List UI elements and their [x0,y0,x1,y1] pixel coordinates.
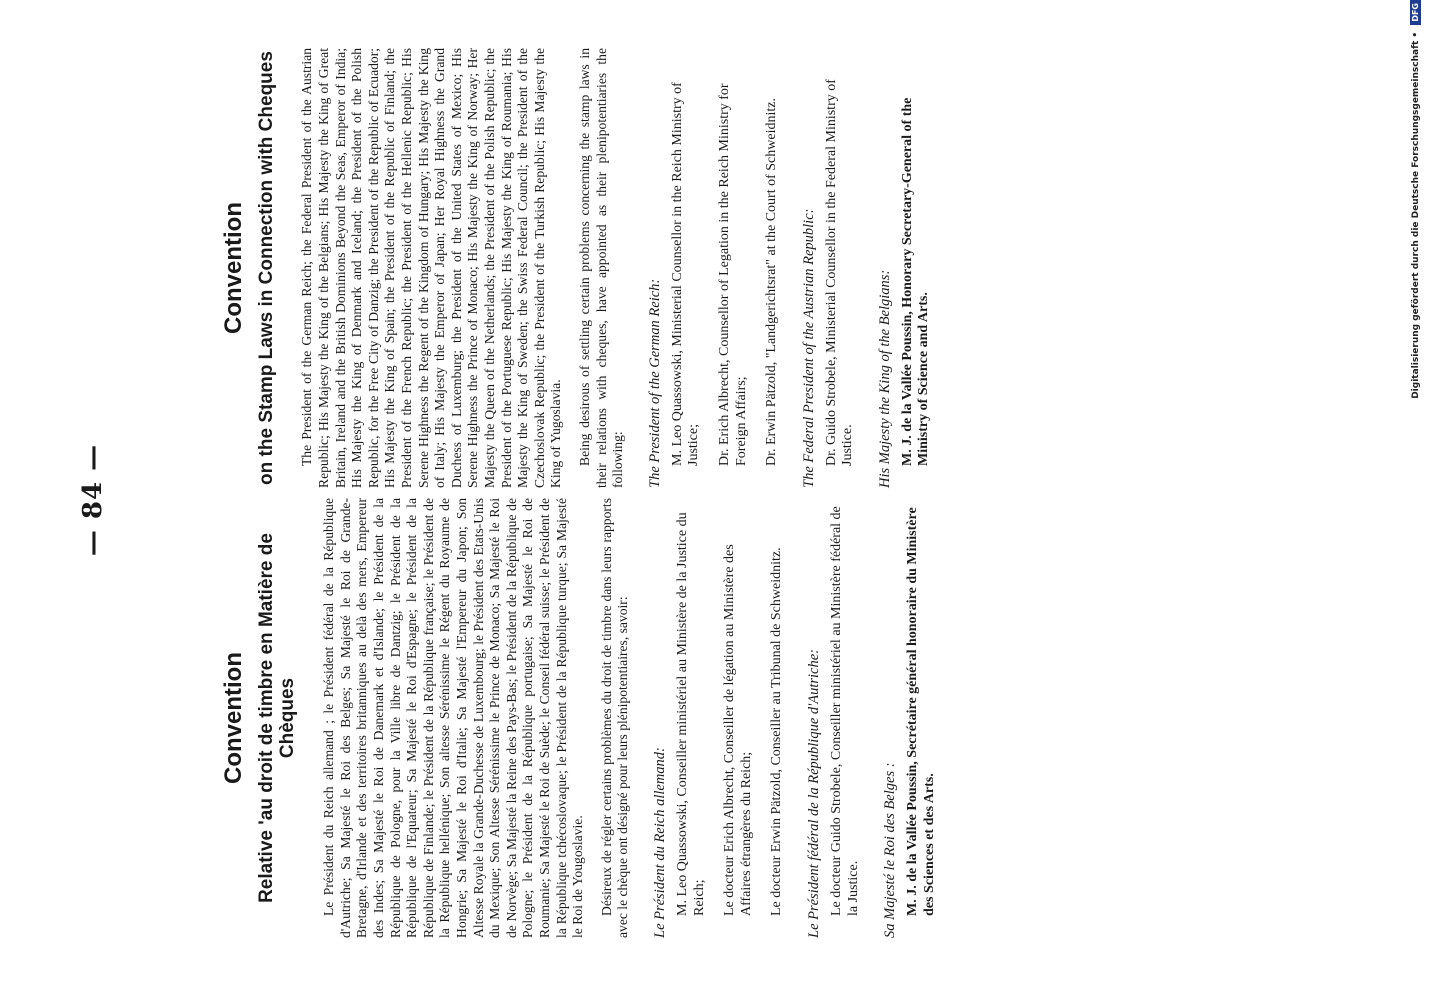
english-delegate-2: Dr. Erich Albrecht, Counsellor of Legation in the Reich Ministry for Foreign Affairs; [716,83,749,466]
english-delegate-5: M. J. de la Vallée Poussin, Honorary Secretary-General of the Ministry of Science and Arts. [899,97,932,466]
digitization-note-text: Digitalisierung gefördert durch die Deutsche Forschungsgemeinschaft • [1411,31,1421,399]
french-title-line-2: Relative 'au droit de timbre en Matière de Chèques [255,533,299,903]
french-title-line-1: Convention [220,652,247,784]
page-number: — 84 — [78,443,108,557]
english-plenipotentiary-heading-3: His Majesty the King of the Belgians: [876,269,893,488]
french-purpose: Désireux de régler certains problèmes du droit de timbre dans leurs rapports avec le chèque ont désigné pour leurs plénipotentiaires, savoir: [598,498,631,938]
french-plenipotentiary-heading-3: Sa Majesté le Roi des Belges : [882,762,899,938]
french-delegate-2: Le docteur Erich Albrecht, Conseiller de légation au Ministère des Affaires étrangères du Reich; [722,544,754,916]
french-delegate-5: M. J. de la Vallée Poussin, Secrétaire général honoraire du Ministère des Sciences et des Arts. [905,507,937,916]
dfg-logo-badge: DFG [1410,0,1421,25]
english-column [220,48,947,488]
french-delegate-1: M. Leo Quassowski, Conseiller ministériel au Ministère de la Justice du Reich; [674,512,707,916]
french-plenipotentiary-heading-1: Le Président du Reich allemand: [651,747,668,938]
english-plenipotentiary-heading-1: The President of the German Reich: [646,278,663,488]
english-delegate-3: Dr. Erwin Pätzold, "Landgerichtsrat" at the Court of Schweidnitz. [764,98,780,466]
english-purpose: Being desirous of settling certain problems concerning the stamp laws in their relations with cheques, have appointed as their plenipotentiaries the following: [576,48,626,488]
french-preamble: Le Président du Reich allemand ; le Président fédéral de la République d'Autriche; Sa Majesté le Roi des Belges; Sa Majesté le Roi de Grande-Bretagne, d'Irlande et des territoires britanniques au delà des mers, Empereur des Indes; Sa Majesté le Roi de Danemark et d'Islande; le Président de la République de Pologne, pour la Ville libre de Dantzig; le Président de la République de l'Equateur; Sa Majesté le Roi d'Espagne; le Président de la République de Finlande; le Président de la République française; le Président de la République hellénique; Son altesse Sérénissime le Régent du Royaume de Hongrie; Sa Majesté le Roi d'Italie; Sa Majesté l'Empereur du Japon; Son Altesse Royale la Grande-Duchesse de Luxembourg; le Président des Etats-Unis du Mexique; Son Altesse Sérénissime le Prince de Monaco; Sa Majesté le Roi de Norvège; Sa Majesté la Reine des Pays-Bas; le Président de la République de Pologne; le Président de la République portugaise; Sa Majesté le Roi de Roumanie; Sa Majesté le Roi de Suède; le Conseil fédéral suisse; le Président de la République tchécoslovaque; le Président de la République turque; Sa Majesté le Roi de Yougoslavie. [321,498,586,938]
english-title-line-1: Convention [220,202,247,334]
french-column [220,498,952,938]
french-plenipotentiary-heading-2: Le Président fédéral de la République d'Autriche: [805,648,822,938]
english-preamble: The President of the German Reich; the Federal President of the Austrian Republic; His Majesty the King of the Belgians; His Majesty the King of Great Britain, Ireland and the British Dominions Beyond the Seas, Emperor of India; His Majesty the King of Denmark and Iceland; the President of the Polish Republic, for the Free City of Danzig; the President of the Republic of Ecuador; His Majesty the King of Spain; the President of the Republic of Finland; the President of the French Republic; the President of the Hellenic Republic; His Serene Highness the Regent of the Kingdom of Hungary; His Majesty the King of Italy; His Majesty the Emperor of Japan; Her Royal Highness the Grand Duchess of Luxemburg; the President of the United States of Mexico; His Serene Highness the Prince of Monaco; His Majesty the King of Norway; Her Majesty the Queen of the Netherlands; the President of the Polish Republic; the President of the Portuguese Republic; His Majesty the King of Roumania; His Majesty the King of Sweden; the Swiss Federal Council; the President of the Czechoslovak Republic; the President of the Turkish Republic; His Majesty the King of Yugoslavia. [299,48,564,488]
english-title [220,48,277,488]
english-title-line-2: on the Stamp Laws in Connection with Cheques [255,51,277,485]
english-delegate-4: Dr. Guido Strobele, Ministerial Counsellor in the Federal Ministry of Justice. [823,79,856,466]
french-delegate-3: Le docteur Erwin Pätzold, Conseiller au Tribunal de Schweidnitz. [769,547,785,916]
english-delegate-1: M. Leo Quassowski, Ministerial Counsellor in the Reich Ministry of Justice; [669,82,702,466]
french-delegate-4: Le docteur Guido Strobele, Conseiller ministériel au Ministère fédéral de la Justice. [828,506,861,916]
french-title [220,498,299,938]
digitization-note [1410,0,1421,1000]
english-plenipotentiary-heading-2: The Federal President of the Austrian Republic: [800,208,817,488]
